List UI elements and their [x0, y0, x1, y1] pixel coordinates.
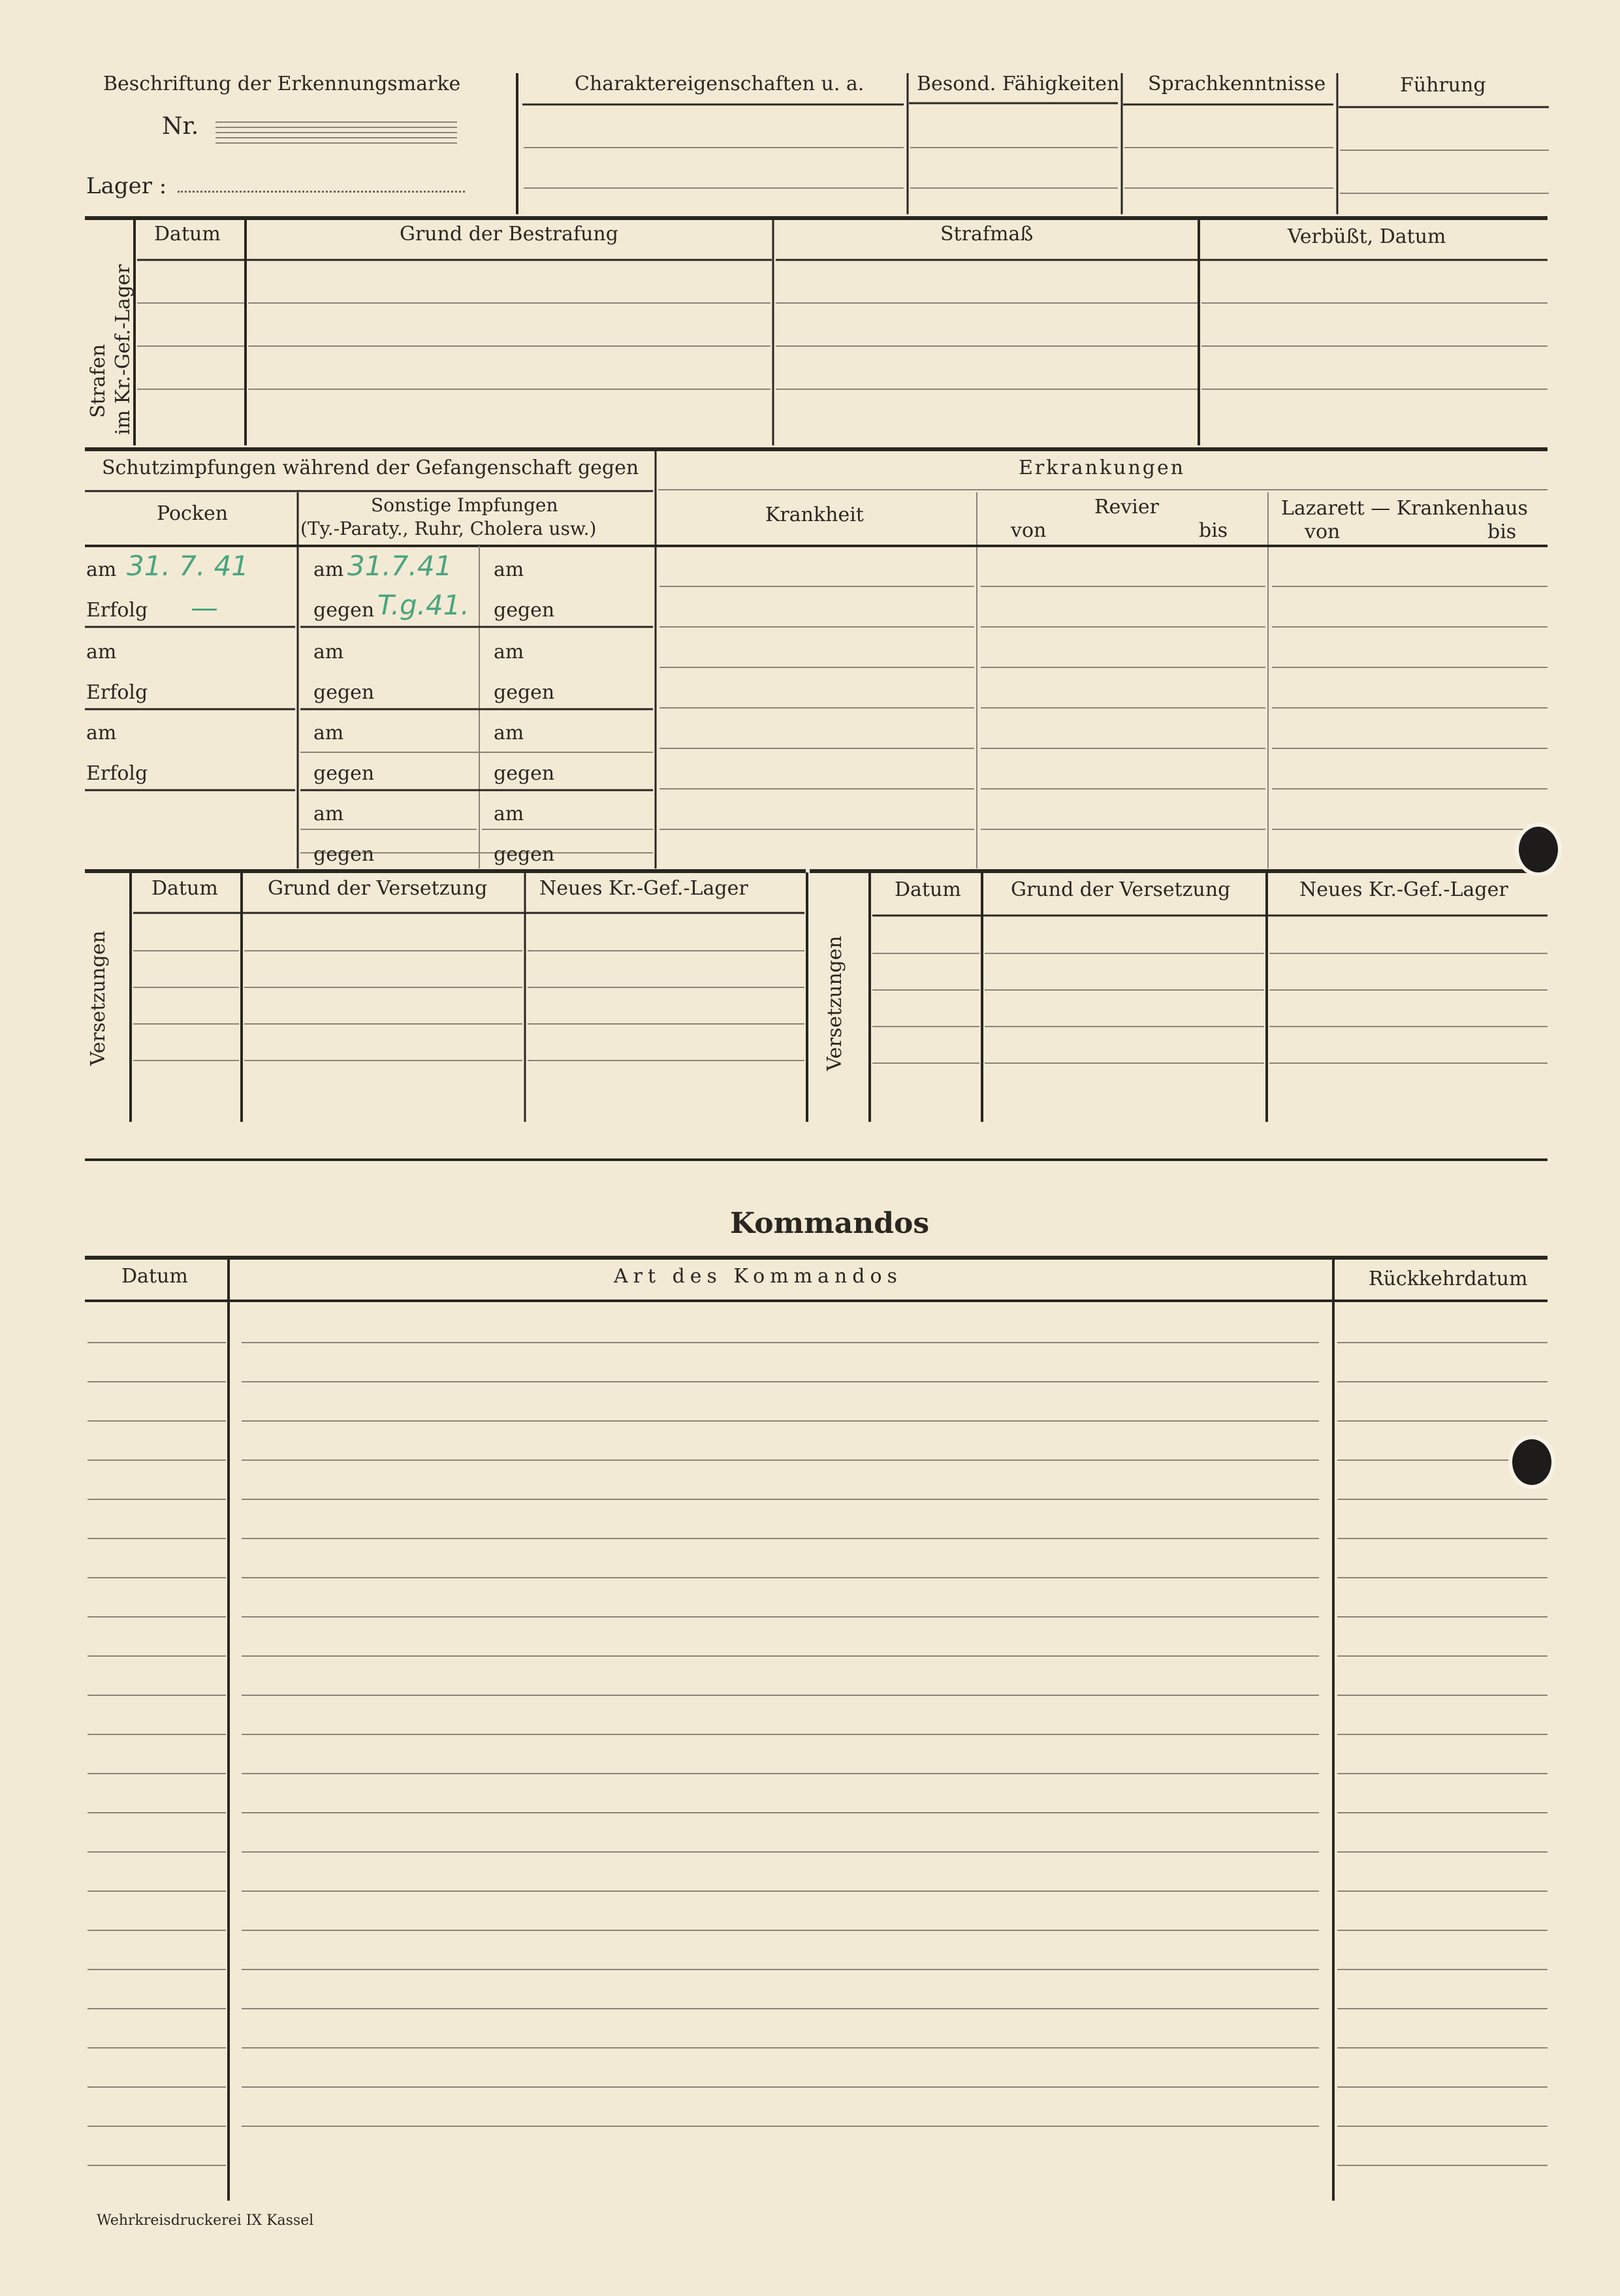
- other-b-gegen-1: gegen: [494, 599, 555, 622]
- revier-bis: bis: [1199, 519, 1228, 542]
- other-a-am-2: am: [313, 641, 344, 663]
- other-b-am-1: am: [494, 558, 524, 581]
- transfers-side-left: Versetzungen: [87, 931, 110, 1066]
- transfer-left-date: Datum: [151, 877, 218, 900]
- col-conduct: Führung: [1400, 74, 1486, 97]
- kommandos-col-type: Art des Kommandos: [614, 1265, 902, 1288]
- kommandos-col-return: Rückkehrdatum: [1369, 1268, 1528, 1290]
- vacc-other-1: Sonstige Impfungen: [371, 494, 558, 516]
- vacc-other-2: (Ty.-Paraty., Ruhr, Cholera usw.): [300, 518, 597, 539]
- lager-label: Lager :: [86, 173, 167, 199]
- punish-col-reason: Grund der Bestrafung: [400, 223, 618, 246]
- other-a-gegen-4: gegen: [313, 843, 375, 866]
- vacc-heading: Schutzimpfungen während der Gefangenschaft gegen: [102, 456, 639, 479]
- other-a-gegen-2: gegen: [313, 681, 375, 704]
- other-b-gegen-3: gegen: [494, 762, 555, 785]
- other-a-gegen-3: gegen: [313, 762, 375, 785]
- punch-hole-lower: [1512, 1439, 1551, 1485]
- punish-col-measure: Strafmaß: [940, 223, 1034, 246]
- other-b-gegen-4: gegen: [494, 843, 555, 866]
- id-tag-title: Beschriftung der Erkennungsmarke: [103, 72, 461, 95]
- illness-col-illness: Krankheit: [765, 503, 864, 526]
- other-b-gegen-2: gegen: [494, 681, 555, 704]
- transfer-right-reason: Grund der Versetzung: [1011, 878, 1231, 901]
- transfer-left-reason: Grund der Versetzung: [268, 877, 488, 900]
- other-b-am-3: am: [494, 722, 524, 744]
- punish-col-date: Datum: [154, 223, 221, 246]
- punishments-side-2: im Kr.-Gef.-Lager: [112, 264, 135, 435]
- illness-col-revier: Revier: [1094, 496, 1159, 518]
- other-a-am-4: am: [313, 803, 344, 825]
- transfer-right-new: Neues Kr.-Gef.-Lager: [1299, 878, 1508, 901]
- transfer-left-new: Neues Kr.-Gef.-Lager: [539, 877, 748, 900]
- hw-other-against: T.g.41.: [377, 589, 469, 621]
- other-b-am-2: am: [494, 641, 524, 663]
- nr-label: Nr.: [162, 113, 199, 140]
- pocken-erfolg-1: Erfolg: [86, 599, 148, 622]
- pocken-am-1: am: [86, 558, 117, 581]
- punch-hole-upper: [1519, 827, 1558, 872]
- punishments-side-1: Strafen: [87, 343, 110, 418]
- kommandos-col-date: Datum: [121, 1265, 188, 1288]
- revier-von: von: [1011, 519, 1047, 542]
- illness-heading: Erkrankungen: [1019, 456, 1186, 479]
- pocken-am-3: am: [86, 722, 117, 744]
- col-languages: Sprachkenntnisse: [1148, 72, 1326, 95]
- other-a-am-1: am: [313, 558, 344, 581]
- lazarett-von: von: [1305, 520, 1341, 543]
- illness-col-lazarett: Lazarett — Krankenhaus: [1281, 497, 1528, 520]
- hw-other-date: 31.7.41: [347, 550, 453, 582]
- punish-col-served: Verbüßt, Datum: [1288, 225, 1446, 248]
- hw-pocken-result: —: [191, 592, 218, 624]
- pocken-am-2: am: [86, 641, 117, 663]
- vacc-pocken: Pocken: [157, 502, 229, 525]
- col-character: Charaktereigenschaften u. a.: [575, 72, 865, 95]
- hw-pocken-date: 31. 7. 41: [127, 550, 249, 582]
- lager-field[interactable]: [178, 191, 465, 193]
- other-b-am-4: am: [494, 803, 524, 825]
- transfer-right-date: Datum: [895, 878, 961, 901]
- col-skills: Besond. Fähigkeiten: [917, 72, 1120, 95]
- lazarett-bis: bis: [1487, 520, 1517, 543]
- printer-imprint: Wehrkreisdruckerei IX Kassel: [97, 2212, 314, 2229]
- pocken-erfolg-3: Erfolg: [86, 762, 148, 785]
- kommandos-title: Kommandos: [730, 1207, 930, 1240]
- other-a-am-3: am: [313, 722, 344, 744]
- other-a-gegen-1: gegen: [313, 599, 375, 622]
- pocken-erfolg-2: Erfolg: [86, 681, 148, 704]
- transfers-side-right: Versetzungen: [823, 936, 846, 1071]
- nr-field[interactable]: [215, 118, 457, 144]
